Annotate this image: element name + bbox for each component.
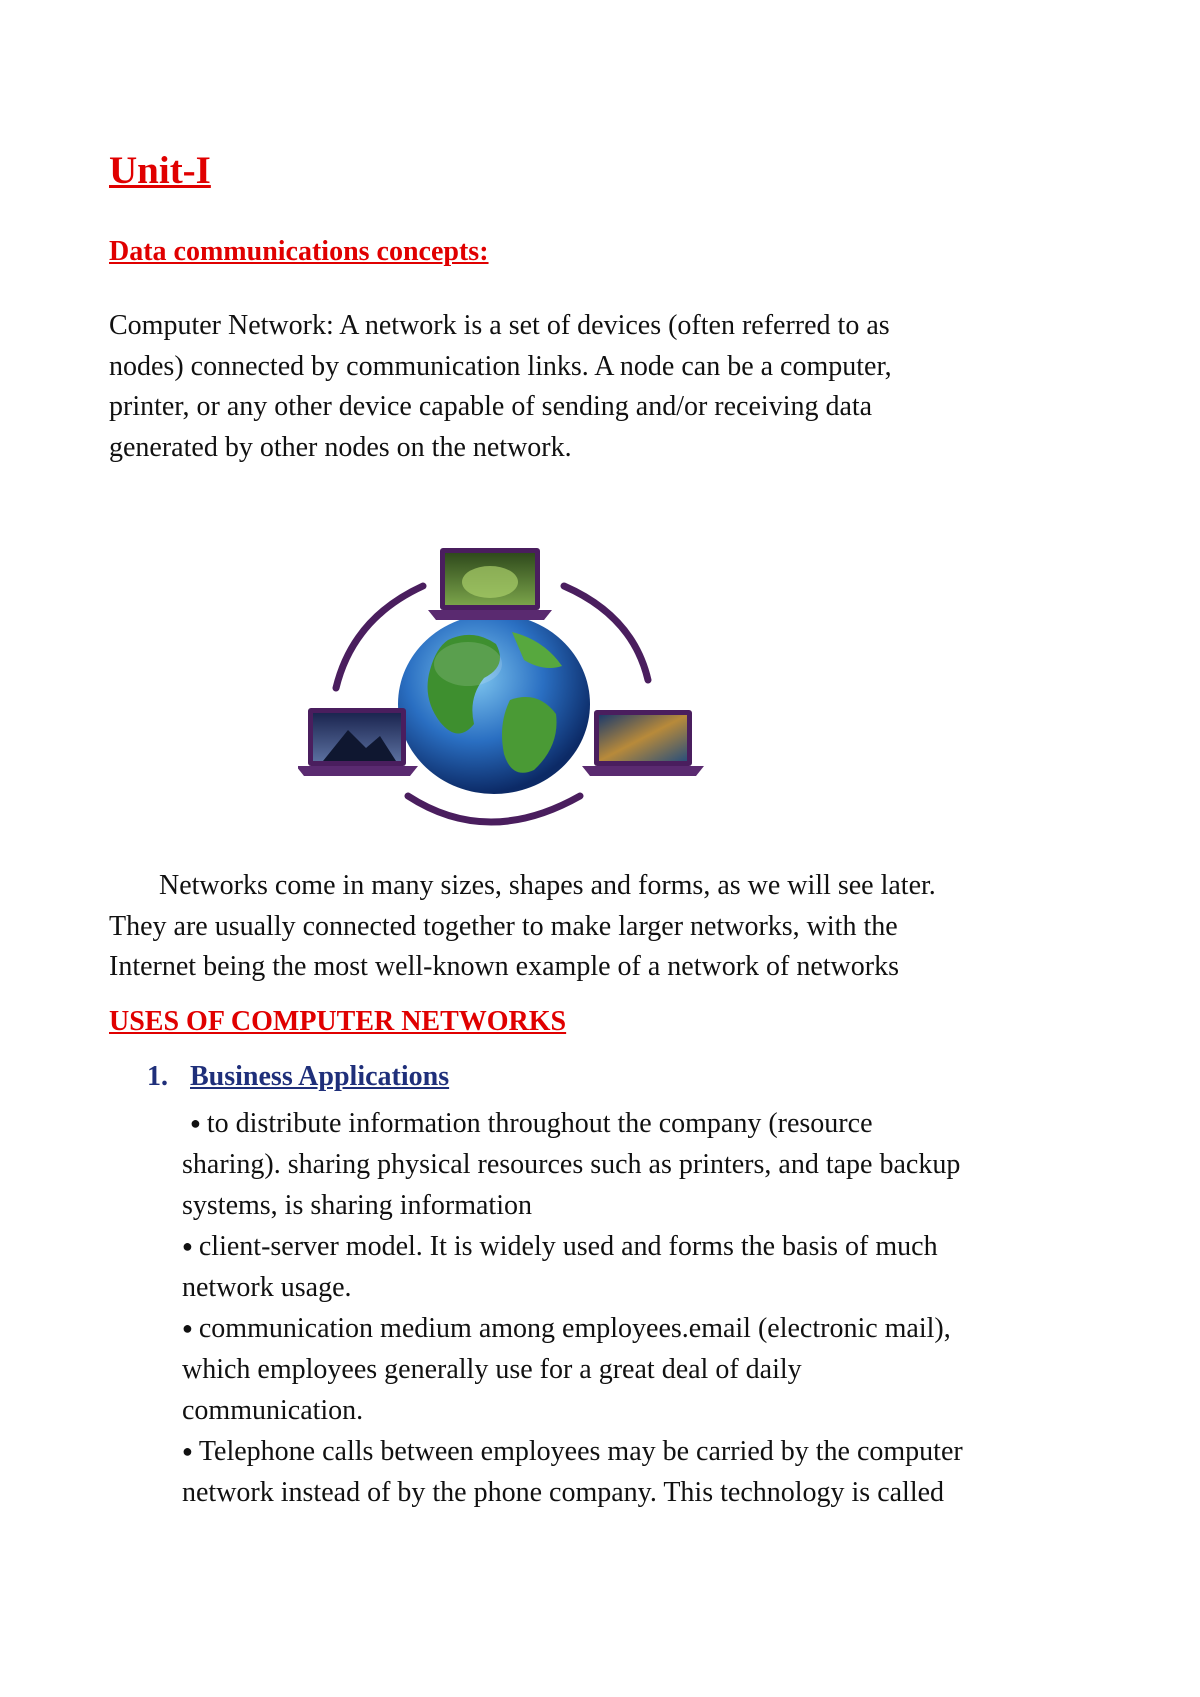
networks-paragraph — [109, 866, 1109, 988]
list-item-continuation: communication. — [182, 1395, 364, 1426]
uses-heading: USES OF COMPUTER NETWORKS — [109, 1006, 567, 1037]
bullet-icon: ● — [182, 1441, 193, 1461]
list-item-continuation: network instead of by the phone company. This technology is called — [182, 1477, 945, 1508]
laptop-icon — [298, 708, 418, 776]
list-item-label: Business Applications — [190, 1061, 450, 1092]
section-heading: Data communications concepts: — [109, 236, 489, 267]
paragraph-line: Internet being the most well-known example of a network of networks — [109, 951, 900, 982]
list-item-continuation: which employees generally use for a great deal of daily — [182, 1354, 802, 1385]
list-item-continuation: network usage. — [182, 1272, 352, 1303]
list-item: ● communication medium among employees.email (electronic mail), — [182, 1308, 1112, 1349]
paragraph-line: Computer Network: A network is a set of devices (often referred to as — [109, 310, 890, 341]
list-item: ● Telephone calls between employees may be carried by the computer — [182, 1431, 1112, 1472]
bullet-icon: ● — [190, 1113, 201, 1133]
globe-icon — [398, 614, 590, 794]
list-item-continuation: systems, is sharing information — [182, 1190, 532, 1221]
list-item-continuation: sharing). sharing physical resources such as printers, and tape backup — [182, 1149, 961, 1180]
list-number: 1. — [147, 1061, 168, 1092]
unit-title: Unit-I — [109, 149, 211, 192]
network-illustration — [298, 548, 768, 838]
paragraph-line: Networks come in many sizes, shapes and forms, as we will see later. — [159, 870, 936, 901]
laptop-icon — [428, 548, 552, 620]
computer-network-paragraph — [109, 306, 1109, 468]
paragraph-line: printer, or any other device capable of sending and/or receiving data — [109, 391, 873, 422]
list-item: ● to distribute information throughout the company (resource — [182, 1103, 1112, 1144]
paragraph-line: generated by other nodes on the network. — [109, 431, 572, 463]
paragraph-line: nodes) connected by communication links. A node can be a computer, — [109, 350, 892, 382]
bullet-list — [182, 1103, 1112, 1513]
bullet-icon: ● — [182, 1318, 193, 1338]
paragraph-line: They are usually connected together to make larger networks, with the — [109, 910, 898, 942]
list-item: ● client-server model. It is widely used and forms the basis of much — [182, 1226, 1112, 1267]
list-item-heading — [147, 1061, 449, 1093]
laptop-icon — [582, 710, 704, 776]
bullet-icon: ● — [182, 1236, 193, 1256]
